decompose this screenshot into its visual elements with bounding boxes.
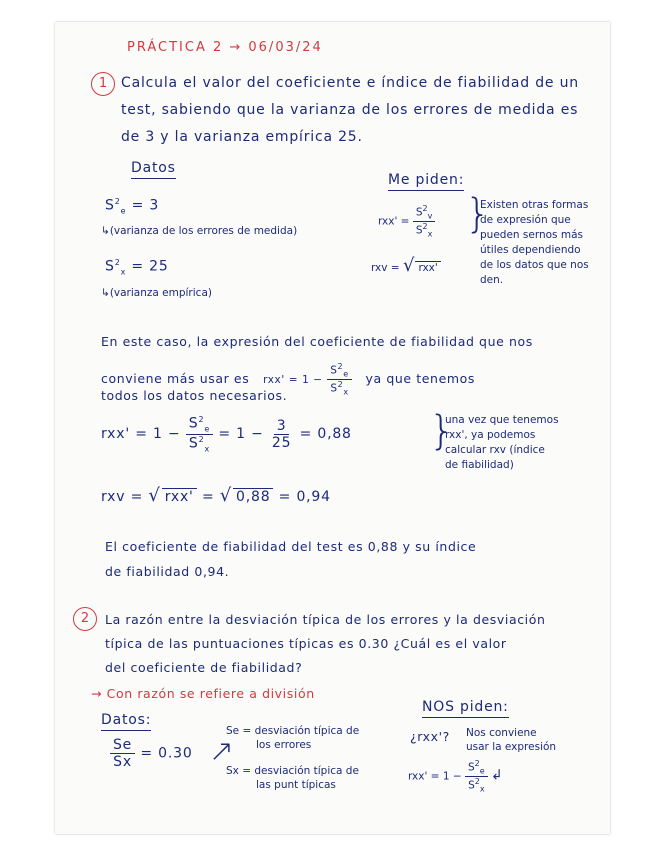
ex1-calc-left: rxx' = 1 − — [101, 426, 181, 443]
ex2-ratio-value: = 0.30 — [140, 745, 193, 762]
ex1-rxv-calc-left: rxv = — [101, 489, 144, 505]
ex2-question-note-line-1: Nos conviene — [466, 727, 537, 739]
ex1-datos-label: Datos — [131, 160, 176, 179]
exercise-2-number: 2 — [73, 607, 97, 631]
ex1-sx2-value: = 25 — [131, 258, 169, 275]
ex1-calc-note — [445, 413, 559, 473]
ex2-formula-fraction: $\frac{S^2_e}{S^2_x}$ — [465, 759, 488, 794]
ex1-rxv-calc-inner-1: rxx' — [162, 488, 197, 505]
ex1-calc-note-line-3: calcular rxv (índice — [445, 444, 545, 456]
ex2-note: → Con razón se refiere a división — [91, 686, 315, 701]
ex1-sx2-note-text: (varianza empírica) — [109, 287, 212, 299]
ex1-para-line-3: todos los datos necesarios. — [101, 388, 288, 403]
ex1-statement-line-3: de 3 y la varianza empírica 25. — [121, 129, 363, 145]
ex1-me-piden-label: Me piden: — [388, 172, 464, 191]
ex1-calc-frac-2 — [269, 418, 294, 451]
ex1-calc-brace: } — [429, 408, 455, 454]
ex1-calc-den: 25 — [271, 434, 292, 451]
ex2-ratio-den: Sx — [113, 754, 132, 771]
ex2-se-def-line-1: Se = desviación típica de — [226, 725, 360, 737]
ex1-calc-num: 3 — [274, 418, 290, 435]
ex1-se2-row: $S^2_e = 3$ — [105, 197, 160, 216]
ex1-rxv-calc-inner-2: 0,88 — [233, 488, 273, 505]
ex1-calc-frac-1: $\frac{S^2_e}{S^2_x}$ — [186, 415, 213, 453]
ex1-sx2-note: ↳(varianza empírica) — [101, 287, 212, 299]
ex1-rxx-formula — [378, 204, 435, 239]
ex1-rxv-calc: rxv = √ rxx' = √ 0,88 = 0,94 — [101, 485, 331, 506]
ex2-se-def — [226, 724, 359, 752]
ex2-def-brace: ↗ — [209, 734, 235, 769]
return-arrow-icon: ↲ — [491, 767, 503, 784]
ex2-nos-piden-label: NOS piden: — [422, 699, 509, 718]
ex1-rxv-formula-inner: rxx' — [415, 261, 440, 274]
ex1-side-note-line-4: útiles dependiendo — [480, 244, 581, 256]
exercise-1-number: 1 — [91, 72, 115, 96]
ex1-para-line-1: En este caso, la expresión del coeficiente de fiabilidad que nos — [101, 334, 533, 349]
ex1-calc-note-line-2: rxx', ya podemos — [445, 429, 536, 441]
page-title: PRÁCTICA 2 → 06/03/24 — [127, 40, 323, 55]
ex2-sx-def-line-2: las punt típicas — [256, 779, 336, 791]
ex1-calc-note-line-1: una vez que tenemos — [445, 414, 559, 426]
ex2-statement-line-1: La razón entre la desviación típica de los errores y la desviación — [105, 612, 546, 627]
ex1-inline-fraction: $\frac{S^2_e}{S^2_x}$ — [327, 362, 352, 397]
ex1-sx2-row: $S^2_x = 25$ — [105, 258, 169, 277]
ex1-side-note — [480, 198, 589, 288]
ex1-rxx-formula-left: rxx' = — [378, 215, 410, 228]
ex2-statement-line-3: del coeficiente de fiabilidad? — [105, 660, 303, 675]
ex1-se2-note-text: (varianza de los errores de medida) — [109, 225, 298, 237]
ex1-para-line-2-text: conviene más usar es — [101, 370, 250, 386]
ex1-statement-line-2: test, sabiendo que la varianza de los errores de medida es — [121, 102, 579, 118]
ex2-question: ¿rxx'? — [410, 729, 450, 744]
ex1-se2-value: = 3 — [131, 197, 160, 214]
ex1-rxv-formula-left: rxv = — [371, 262, 400, 274]
ex1-side-note-line-6: den. — [480, 274, 504, 286]
ex2-statement-line-2: típica de las puntuaciones típicas es 0.30 ¿Cuál es el valor — [105, 636, 507, 651]
ex1-rxx-fraction: $\frac{S^2_v}{S^2_x}$ — [413, 204, 436, 239]
ex2-ratio-num: Se — [110, 737, 135, 754]
ex1-se2-note: ↳(varianza de los errores de medida) — [101, 225, 298, 237]
ex1-side-note-line-5: de los datos que nos — [480, 259, 589, 271]
ex2-ratio — [110, 737, 193, 770]
ex2-question-note-line-2: usar la expresión — [466, 741, 557, 753]
ex2-ratio-fraction — [110, 737, 135, 770]
ex1-calc-formula — [101, 415, 352, 453]
ex2-formula-left: rxx' = 1 − — [408, 770, 462, 783]
ex1-rxv-calc-result: = 0,94 — [278, 489, 331, 505]
ex2-question-note — [466, 726, 556, 754]
ex2-formula — [408, 759, 503, 794]
notebook-page — [55, 22, 610, 834]
ex2-sx-def-line-1: Sx = desviación típica de — [226, 765, 359, 777]
ex2-sx-def — [226, 764, 359, 792]
ex1-side-note-line-2: de expresión que — [480, 214, 571, 226]
ex1-calc-mid: = 1 − — [218, 426, 264, 443]
ex2-se-def-line-2: los errores — [256, 739, 312, 751]
ex1-rxv-formula: rxv = √ rxx' — [371, 255, 441, 276]
ex2-datos-label: Datos: — [101, 712, 151, 731]
ex1-conclusion-line-2: de fiabilidad 0,94. — [105, 564, 230, 579]
ex1-rxv-calc-eq: = — [201, 489, 215, 505]
ex1-inline-formula-left: rxx' = 1 − — [263, 373, 323, 386]
ex1-conclusion-line-1: El coeficiente de fiabilidad del test es 0,88 y su índice — [105, 539, 477, 554]
ex1-calc-note-line-4: de fiabilidad) — [445, 459, 514, 471]
ex1-calc-result: = 0,88 — [299, 426, 352, 443]
ex1-side-note-line-3: pueden sernos más — [480, 229, 583, 241]
ex1-side-brace: } — [465, 191, 491, 237]
ex1-statement-line-1: Calcula el valor del coeficiente e índice de fiabilidad de un — [121, 75, 579, 91]
ex1-para-line-2-tail: ya que tenemos — [365, 370, 476, 386]
ex1-side-note-line-1: Existen otras formas — [480, 199, 589, 211]
